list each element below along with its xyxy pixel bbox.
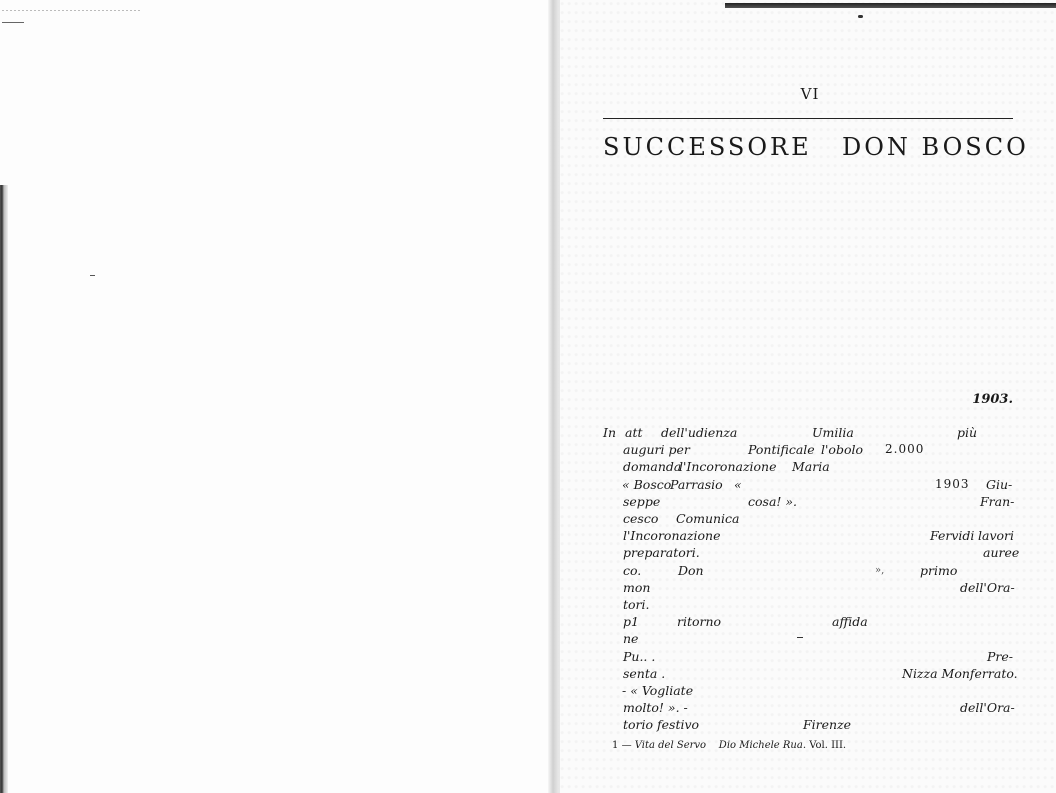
summary-fragment: Nizza Monferrato. [902, 665, 1018, 681]
summary-fragment: « Bosco [622, 476, 672, 492]
summary-fragment: Comunica [676, 511, 740, 526]
summary-fragment: dell'Ora- [960, 579, 1015, 595]
summary-fragment: primo [920, 562, 958, 578]
summary-fragment: l'Incoronazione [679, 459, 777, 475]
summary-fragment: seppe [623, 493, 661, 509]
summary-fragment: Pre- [987, 648, 1014, 664]
summary-fragment: Don [678, 562, 704, 578]
summary-fragment: l'obolo [821, 442, 864, 458]
summary-fragment: auguri per [623, 442, 690, 458]
chapter-title-left: SUCCESSORE [603, 133, 812, 161]
footnote-number: 1 [612, 740, 619, 751]
summary-fragment: 2.000 [885, 442, 925, 457]
summary-fragment: ne [623, 631, 639, 647]
footnote-dash: — [621, 740, 632, 751]
summary-fragment: cesco [623, 511, 659, 526]
summary-fragment: Giu- [986, 476, 1013, 492]
summary-fragment: dell'Ora- [960, 700, 1015, 716]
summary-fragment: ritorno [677, 614, 722, 630]
chapter-title-right: DON BOSCO [842, 133, 1029, 161]
summary-fragment: preparatori. [623, 545, 700, 561]
summary-fragment: auree [983, 545, 1020, 561]
footnote-text-b: Dio Michele Rua. [718, 740, 807, 751]
summary-fragment: senta . [623, 665, 666, 681]
footnote-volume: Vol. III. [809, 740, 847, 751]
print-mark: », [875, 565, 885, 576]
summary-fragment: più [957, 425, 978, 440]
summary-fragment: Fran- [980, 493, 1015, 509]
summary-fragment: Fervidi [930, 528, 975, 544]
summary-fragment: - « Vogliate [622, 683, 694, 698]
summary-fragment: att [625, 425, 643, 440]
summary-fragment: Pontificale [748, 442, 815, 458]
summary-fragment: affida [832, 614, 868, 630]
summary-fragment: co. [623, 562, 642, 578]
summary-fragment: tori. [623, 597, 650, 612]
summary-fragment: Parrasio [670, 476, 723, 492]
summary-fragment: Firenze [803, 717, 852, 733]
chapter-year: 1903. [972, 392, 1013, 407]
summary-fragment: dell'udienza [661, 425, 738, 440]
summary-fragment: Maria [792, 459, 830, 475]
summary-fragment: molto! ». - [623, 700, 688, 716]
summary-fragment: lavori [978, 528, 1015, 544]
summary-fragment: Pu.. . [623, 648, 656, 664]
summary-fragment: domanda [623, 459, 682, 475]
chapter-number: VI [800, 85, 820, 103]
footnote [612, 740, 846, 751]
summary-fragment: « [734, 476, 742, 492]
summary-fragment: Umilia [812, 425, 854, 440]
summary-fragment: mon [623, 579, 651, 595]
summary-fragment: 1903 [935, 476, 970, 491]
footnote-text-a: Vita del Servo [634, 740, 707, 751]
summary-fragment: torio festivo [623, 717, 700, 733]
print-dash [797, 637, 803, 638]
summary-fragment: In [603, 425, 616, 440]
summary-fragment: cosa! ». [748, 493, 798, 509]
summary-fragment: p1 [623, 614, 639, 630]
summary-fragment: l'Incoronazione [623, 528, 721, 544]
